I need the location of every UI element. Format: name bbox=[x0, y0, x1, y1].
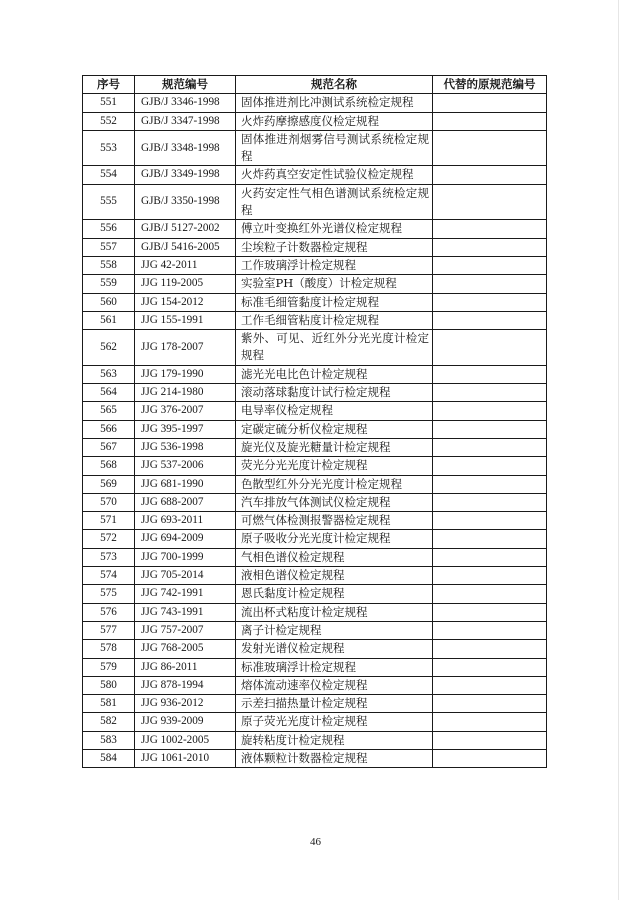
cell-serial-number: 582 bbox=[83, 713, 135, 731]
cell-spec-code: JJG 1002-2005 bbox=[135, 731, 236, 749]
cell-serial-number: 572 bbox=[83, 530, 135, 548]
cell-replaced-code bbox=[433, 475, 547, 493]
cell-spec-name: 火炸药真空安定性试验仪检定规程 bbox=[236, 166, 433, 184]
cell-serial-number: 553 bbox=[83, 130, 135, 166]
cell-spec-name: 熔体流动速率仪检定规程 bbox=[236, 676, 433, 694]
cell-spec-code: GJB/J 5127-2002 bbox=[135, 220, 236, 238]
cell-serial-number: 556 bbox=[83, 220, 135, 238]
cell-replaced-code bbox=[433, 220, 547, 238]
cell-replaced-code bbox=[433, 731, 547, 749]
cell-serial-number: 568 bbox=[83, 457, 135, 475]
table-row bbox=[83, 603, 547, 621]
cell-spec-name: 旋转粘度计检定规程 bbox=[236, 731, 433, 749]
table-row bbox=[83, 166, 547, 184]
cell-spec-name: 离子计检定规程 bbox=[236, 621, 433, 639]
table-row bbox=[83, 402, 547, 420]
table-row bbox=[83, 713, 547, 731]
cell-replaced-code bbox=[433, 621, 547, 639]
cell-replaced-code bbox=[433, 676, 547, 694]
cell-serial-number: 558 bbox=[83, 256, 135, 274]
cell-replaced-code bbox=[433, 585, 547, 603]
cell-spec-name: 电导率仪检定规程 bbox=[236, 402, 433, 420]
header-spec-code: 规范编号 bbox=[135, 76, 236, 94]
cell-spec-code: JJG 700-1999 bbox=[135, 548, 236, 566]
table-row bbox=[83, 749, 547, 767]
table-row bbox=[83, 676, 547, 694]
cell-replaced-code bbox=[433, 238, 547, 256]
cell-spec-name: 流出杯式粘度计检定规程 bbox=[236, 603, 433, 621]
cell-replaced-code bbox=[433, 548, 547, 566]
cell-replaced-code bbox=[433, 112, 547, 130]
cell-spec-name: 原子荧光光度计检定规程 bbox=[236, 713, 433, 731]
cell-replaced-code bbox=[433, 658, 547, 676]
cell-spec-name: 紫外、可见、近红外分光光度计检定规程 bbox=[236, 330, 433, 366]
cell-spec-code: JJG 742-1991 bbox=[135, 585, 236, 603]
cell-serial-number: 575 bbox=[83, 585, 135, 603]
cell-serial-number: 562 bbox=[83, 330, 135, 366]
cell-serial-number: 580 bbox=[83, 676, 135, 694]
cell-spec-name: 滚动落球黏度计试行检定规程 bbox=[236, 384, 433, 402]
table-row bbox=[83, 512, 547, 530]
cell-spec-name: 固体推进剂比冲测试系统检定规程 bbox=[236, 94, 433, 112]
cell-spec-code: JJG 878-1994 bbox=[135, 676, 236, 694]
cell-spec-code: JJG 119-2005 bbox=[135, 275, 236, 293]
cell-spec-code: JJG 376-2007 bbox=[135, 402, 236, 420]
cell-serial-number: 579 bbox=[83, 658, 135, 676]
cell-spec-code: JJG 936-2012 bbox=[135, 695, 236, 713]
cell-serial-number: 584 bbox=[83, 749, 135, 767]
table-row bbox=[83, 420, 547, 438]
cell-spec-name: 气相色谱仪检定规程 bbox=[236, 548, 433, 566]
cell-serial-number: 569 bbox=[83, 475, 135, 493]
cell-spec-name: 示差扫描热量计检定规程 bbox=[236, 695, 433, 713]
cell-serial-number: 554 bbox=[83, 166, 135, 184]
cell-spec-code: JJG 743-1991 bbox=[135, 603, 236, 621]
cell-replaced-code bbox=[433, 384, 547, 402]
cell-spec-name: 标准玻璃浮计检定规程 bbox=[236, 658, 433, 676]
table-row bbox=[83, 548, 547, 566]
cell-spec-code: JJG 536-1998 bbox=[135, 438, 236, 456]
cell-spec-name: 火药安定性气相色谱测试系统检定规程 bbox=[236, 184, 433, 220]
table-row bbox=[83, 530, 547, 548]
cell-spec-code: JJG 179-1990 bbox=[135, 365, 236, 383]
cell-spec-name: 恩氏黏度计检定规程 bbox=[236, 585, 433, 603]
cell-spec-name: 汽车排放气体测试仪检定规程 bbox=[236, 493, 433, 511]
cell-serial-number: 583 bbox=[83, 731, 135, 749]
cell-spec-code: GJB/J 3349-1998 bbox=[135, 166, 236, 184]
cell-spec-code: JJG 1061-2010 bbox=[135, 749, 236, 767]
cell-spec-name: 工作玻璃浮计检定规程 bbox=[236, 256, 433, 274]
table-row bbox=[83, 567, 547, 585]
cell-replaced-code bbox=[433, 512, 547, 530]
cell-serial-number: 578 bbox=[83, 640, 135, 658]
cell-spec-name: 荧光分光光度计检定规程 bbox=[236, 457, 433, 475]
table-row bbox=[83, 365, 547, 383]
table-row bbox=[83, 640, 547, 658]
cell-spec-code: JJG 178-2007 bbox=[135, 330, 236, 366]
cell-spec-name: 滤光光电比色计检定规程 bbox=[236, 365, 433, 383]
cell-replaced-code bbox=[433, 420, 547, 438]
cell-spec-name: 傅立叶变换红外光谱仪检定规程 bbox=[236, 220, 433, 238]
table-row bbox=[83, 330, 547, 366]
cell-serial-number: 581 bbox=[83, 695, 135, 713]
cell-spec-code: GJB/J 3350-1998 bbox=[135, 184, 236, 220]
cell-spec-code: JJG 757-2007 bbox=[135, 621, 236, 639]
cell-replaced-code bbox=[433, 365, 547, 383]
cell-serial-number: 573 bbox=[83, 548, 135, 566]
table-row bbox=[83, 112, 547, 130]
cell-spec-code: JJG 705-2014 bbox=[135, 567, 236, 585]
cell-replaced-code bbox=[433, 94, 547, 112]
cell-serial-number: 555 bbox=[83, 184, 135, 220]
cell-serial-number: 567 bbox=[83, 438, 135, 456]
table-row bbox=[83, 658, 547, 676]
cell-replaced-code bbox=[433, 130, 547, 166]
table-row bbox=[83, 94, 547, 112]
cell-replaced-code bbox=[433, 293, 547, 311]
cell-spec-code: JJG 694-2009 bbox=[135, 530, 236, 548]
cell-replaced-code bbox=[433, 640, 547, 658]
table-row bbox=[83, 184, 547, 220]
table-row bbox=[83, 384, 547, 402]
cell-replaced-code bbox=[433, 530, 547, 548]
cell-spec-name: 发射光谱仪检定规程 bbox=[236, 640, 433, 658]
cell-spec-code: GJB/J 5416-2005 bbox=[135, 238, 236, 256]
cell-serial-number: 559 bbox=[83, 275, 135, 293]
cell-spec-code: JJG 214-1980 bbox=[135, 384, 236, 402]
cell-spec-name: 可燃气体检测报警器检定规程 bbox=[236, 512, 433, 530]
cell-spec-name: 液相色谱仪检定规程 bbox=[236, 567, 433, 585]
cell-serial-number: 566 bbox=[83, 420, 135, 438]
scan-page-edge bbox=[618, 0, 619, 900]
cell-replaced-code bbox=[433, 695, 547, 713]
table-body bbox=[83, 94, 547, 768]
cell-serial-number: 552 bbox=[83, 112, 135, 130]
cell-replaced-code bbox=[433, 256, 547, 274]
cell-spec-code: GJB/J 3347-1998 bbox=[135, 112, 236, 130]
cell-replaced-code bbox=[433, 311, 547, 329]
cell-replaced-code bbox=[433, 275, 547, 293]
header-row bbox=[83, 76, 547, 94]
table-row bbox=[83, 220, 547, 238]
cell-spec-code: JJG 154-2012 bbox=[135, 293, 236, 311]
table-row bbox=[83, 275, 547, 293]
table-row bbox=[83, 256, 547, 274]
header-serial-number: 序号 bbox=[83, 76, 135, 94]
table-row bbox=[83, 130, 547, 166]
cell-replaced-code bbox=[433, 438, 547, 456]
header-replaced-code: 代替的原规范编号 bbox=[433, 76, 547, 94]
cell-spec-name: 工作毛细管粘度计检定规程 bbox=[236, 311, 433, 329]
cell-spec-code: JJG 86-2011 bbox=[135, 658, 236, 676]
cell-spec-code: JJG 537-2006 bbox=[135, 457, 236, 475]
header-spec-name: 规范名称 bbox=[236, 76, 433, 94]
cell-spec-name: 尘埃粒子计数器检定规程 bbox=[236, 238, 433, 256]
cell-replaced-code bbox=[433, 330, 547, 366]
cell-serial-number: 563 bbox=[83, 365, 135, 383]
cell-spec-code: JJG 42-2011 bbox=[135, 256, 236, 274]
table-row bbox=[83, 293, 547, 311]
cell-replaced-code bbox=[433, 567, 547, 585]
table-row bbox=[83, 585, 547, 603]
cell-spec-name: 火炸药摩擦感度仪检定规程 bbox=[236, 112, 433, 130]
cell-serial-number: 560 bbox=[83, 293, 135, 311]
cell-replaced-code bbox=[433, 457, 547, 475]
cell-spec-code: JJG 768-2005 bbox=[135, 640, 236, 658]
cell-spec-code: JJG 155-1991 bbox=[135, 311, 236, 329]
cell-replaced-code bbox=[433, 166, 547, 184]
table-row bbox=[83, 457, 547, 475]
cell-replaced-code bbox=[433, 603, 547, 621]
cell-spec-code: GJB/J 3346-1998 bbox=[135, 94, 236, 112]
table-row bbox=[83, 238, 547, 256]
table-row bbox=[83, 621, 547, 639]
cell-spec-name: 定碳定硫分析仪检定规程 bbox=[236, 420, 433, 438]
cell-replaced-code bbox=[433, 749, 547, 767]
cell-spec-code: JJG 681-1990 bbox=[135, 475, 236, 493]
cell-serial-number: 577 bbox=[83, 621, 135, 639]
table-row bbox=[83, 731, 547, 749]
table-row bbox=[83, 695, 547, 713]
table-row bbox=[83, 438, 547, 456]
cell-serial-number: 551 bbox=[83, 94, 135, 112]
cell-serial-number: 564 bbox=[83, 384, 135, 402]
table-row bbox=[83, 475, 547, 493]
cell-spec-name: 色散型红外分光光度计检定规程 bbox=[236, 475, 433, 493]
cell-spec-name: 液体颗粒计数器检定规程 bbox=[236, 749, 433, 767]
cell-replaced-code bbox=[433, 402, 547, 420]
cell-serial-number: 557 bbox=[83, 238, 135, 256]
table-header bbox=[83, 76, 547, 94]
cell-spec-name: 标准毛细管黏度计检定规程 bbox=[236, 293, 433, 311]
cell-spec-code: JJG 693-2011 bbox=[135, 512, 236, 530]
cell-serial-number: 561 bbox=[83, 311, 135, 329]
cell-serial-number: 565 bbox=[83, 402, 135, 420]
cell-serial-number: 570 bbox=[83, 493, 135, 511]
cell-spec-name: 原子吸收分光光度计检定规程 bbox=[236, 530, 433, 548]
cell-replaced-code bbox=[433, 493, 547, 511]
cell-serial-number: 574 bbox=[83, 567, 135, 585]
cell-spec-code: JJG 395-1997 bbox=[135, 420, 236, 438]
cell-spec-name: 实验室PH（酸度）计检定规程 bbox=[236, 275, 433, 293]
cell-spec-name: 旋光仪及旋光糖量计检定规程 bbox=[236, 438, 433, 456]
cell-spec-code: JJG 688-2007 bbox=[135, 493, 236, 511]
page-number: 46 bbox=[310, 836, 321, 848]
cell-replaced-code bbox=[433, 713, 547, 731]
cell-replaced-code bbox=[433, 184, 547, 220]
cell-spec-code: GJB/J 3348-1998 bbox=[135, 130, 236, 166]
table-row bbox=[83, 493, 547, 511]
specification-table bbox=[82, 75, 547, 768]
cell-serial-number: 576 bbox=[83, 603, 135, 621]
cell-spec-name: 固体推进剂烟雾信号测试系统检定规程 bbox=[236, 130, 433, 166]
cell-serial-number: 571 bbox=[83, 512, 135, 530]
table-row bbox=[83, 311, 547, 329]
cell-spec-code: JJG 939-2009 bbox=[135, 713, 236, 731]
